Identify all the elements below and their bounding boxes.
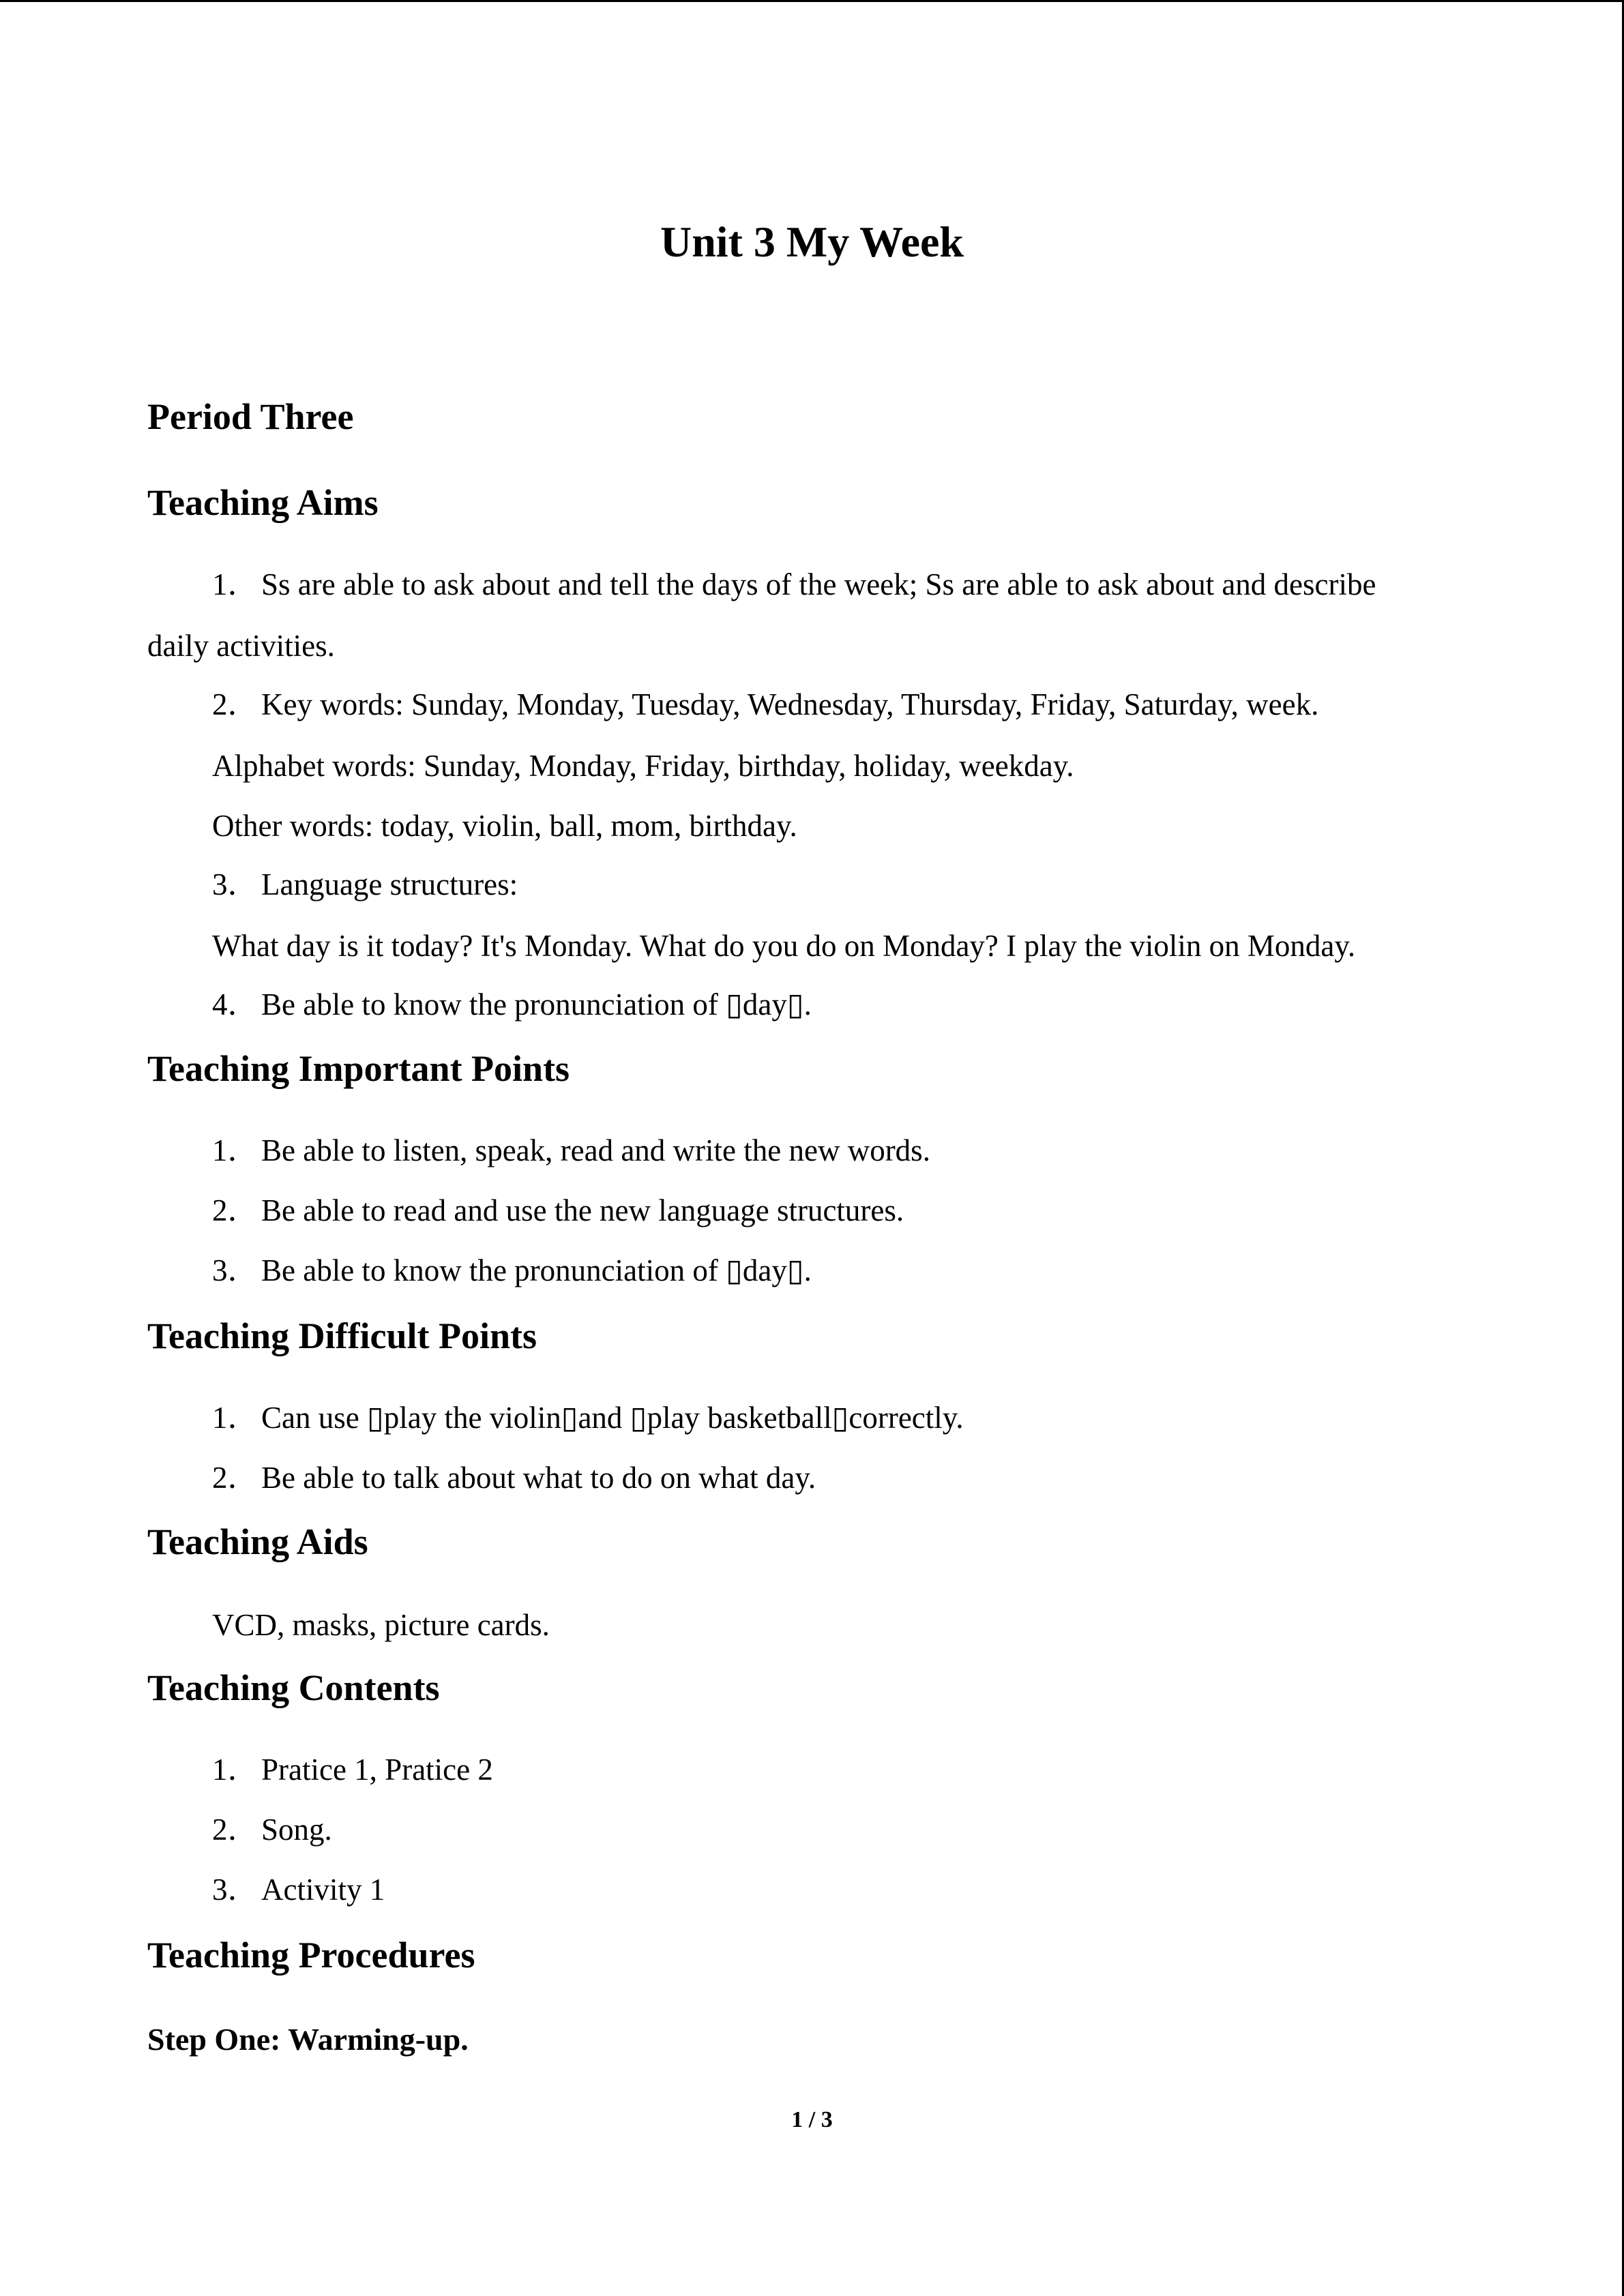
- teaching-aids-heading: Teaching Aids: [147, 1521, 368, 1562]
- aims-item-4: [212, 984, 812, 1025]
- aims-item-2: [212, 684, 1318, 725]
- aims-item-3: [212, 864, 518, 905]
- difficult-item-2-text: Be able to talk about what to do on what day.: [261, 1461, 816, 1495]
- teaching-aims-heading: Teaching Aims: [147, 482, 379, 523]
- aims-item-3-number: 3．: [212, 867, 259, 901]
- document-title: Unit 3 My Week: [660, 218, 964, 266]
- aims-item-1-continuation: daily activities.: [147, 629, 335, 663]
- contents-item-3: [212, 1869, 385, 1910]
- language-structures: What day is it today? It's Monday. What do you do on Monday? I play the violin on Monday.: [212, 929, 1356, 963]
- aims-item-4-number: 4．: [212, 987, 259, 1022]
- important-item-2-text: Be able to read and use the new language structures.: [261, 1193, 904, 1227]
- teaching-aids-text: VCD, masks, picture cards.: [212, 1608, 550, 1642]
- contents-item-1-text: Pratice 1, Pratice 2: [261, 1753, 493, 1787]
- difficult-item-1-text: Can use ▯play the violin▯and ▯play basketball▯correctly.: [261, 1401, 964, 1435]
- contents-item-2-number: 2．: [212, 1813, 259, 1847]
- other-words: Other words: today, violin, ball, mom, birthday.: [212, 809, 797, 843]
- important-item-1-number: 1．: [212, 1133, 259, 1167]
- page-number: 1 / 3: [791, 2107, 833, 2132]
- aims-item-3-text: Language structures:: [261, 867, 518, 901]
- period-heading: Period Three: [147, 396, 354, 437]
- difficult-item-1-number: 1．: [212, 1401, 259, 1435]
- aims-item-2-text: Key words: Sunday, Monday, Tuesday, Wednesday, Thursday, Friday, Saturday, week.: [261, 687, 1319, 721]
- contents-item-2-text: Song.: [261, 1813, 332, 1847]
- contents-item-3-number: 3．: [212, 1873, 259, 1907]
- difficult-points-heading: Teaching Difficult Points: [147, 1315, 537, 1356]
- teaching-procedures-heading: Teaching Procedures: [147, 1935, 475, 1976]
- contents-item-2: [212, 1809, 332, 1850]
- difficult-item-2: [212, 1457, 816, 1498]
- important-points-heading: Teaching Important Points: [147, 1048, 570, 1089]
- difficult-item-1: [212, 1397, 964, 1438]
- important-item-3-text: Be able to know the pronunciation of ▯day▯.: [261, 1253, 812, 1287]
- important-item-2: [212, 1190, 904, 1231]
- aims-item-1-number: 1．: [212, 567, 259, 601]
- contents-item-1-number: 1．: [212, 1753, 259, 1787]
- contents-item-3-text: Activity 1: [261, 1873, 385, 1907]
- important-item-3-number: 3．: [212, 1253, 259, 1287]
- aims-item-1: [212, 564, 1376, 605]
- contents-item-1: [212, 1749, 493, 1790]
- aims-item-4-text: Be able to know the pronunciation of ▯day▯.: [261, 987, 812, 1022]
- difficult-item-2-number: 2．: [212, 1461, 259, 1495]
- alphabet-words: Alphabet words: Sunday, Monday, Friday, birthday, holiday, weekday.: [212, 749, 1074, 783]
- aims-item-2-number: 2．: [212, 687, 259, 721]
- step-one-heading: Step One: Warming-up.: [147, 2022, 469, 2057]
- teaching-contents-heading: Teaching Contents: [147, 1667, 440, 1708]
- important-item-1-text: Be able to listen, speak, read and write the new words.: [261, 1133, 930, 1167]
- aims-item-1-text: Ss are able to ask about and tell the days of the week; Ss are able to ask about and describe: [261, 567, 1376, 601]
- important-item-3: [212, 1250, 812, 1291]
- important-item-2-number: 2．: [212, 1193, 259, 1227]
- important-item-1: [212, 1130, 930, 1171]
